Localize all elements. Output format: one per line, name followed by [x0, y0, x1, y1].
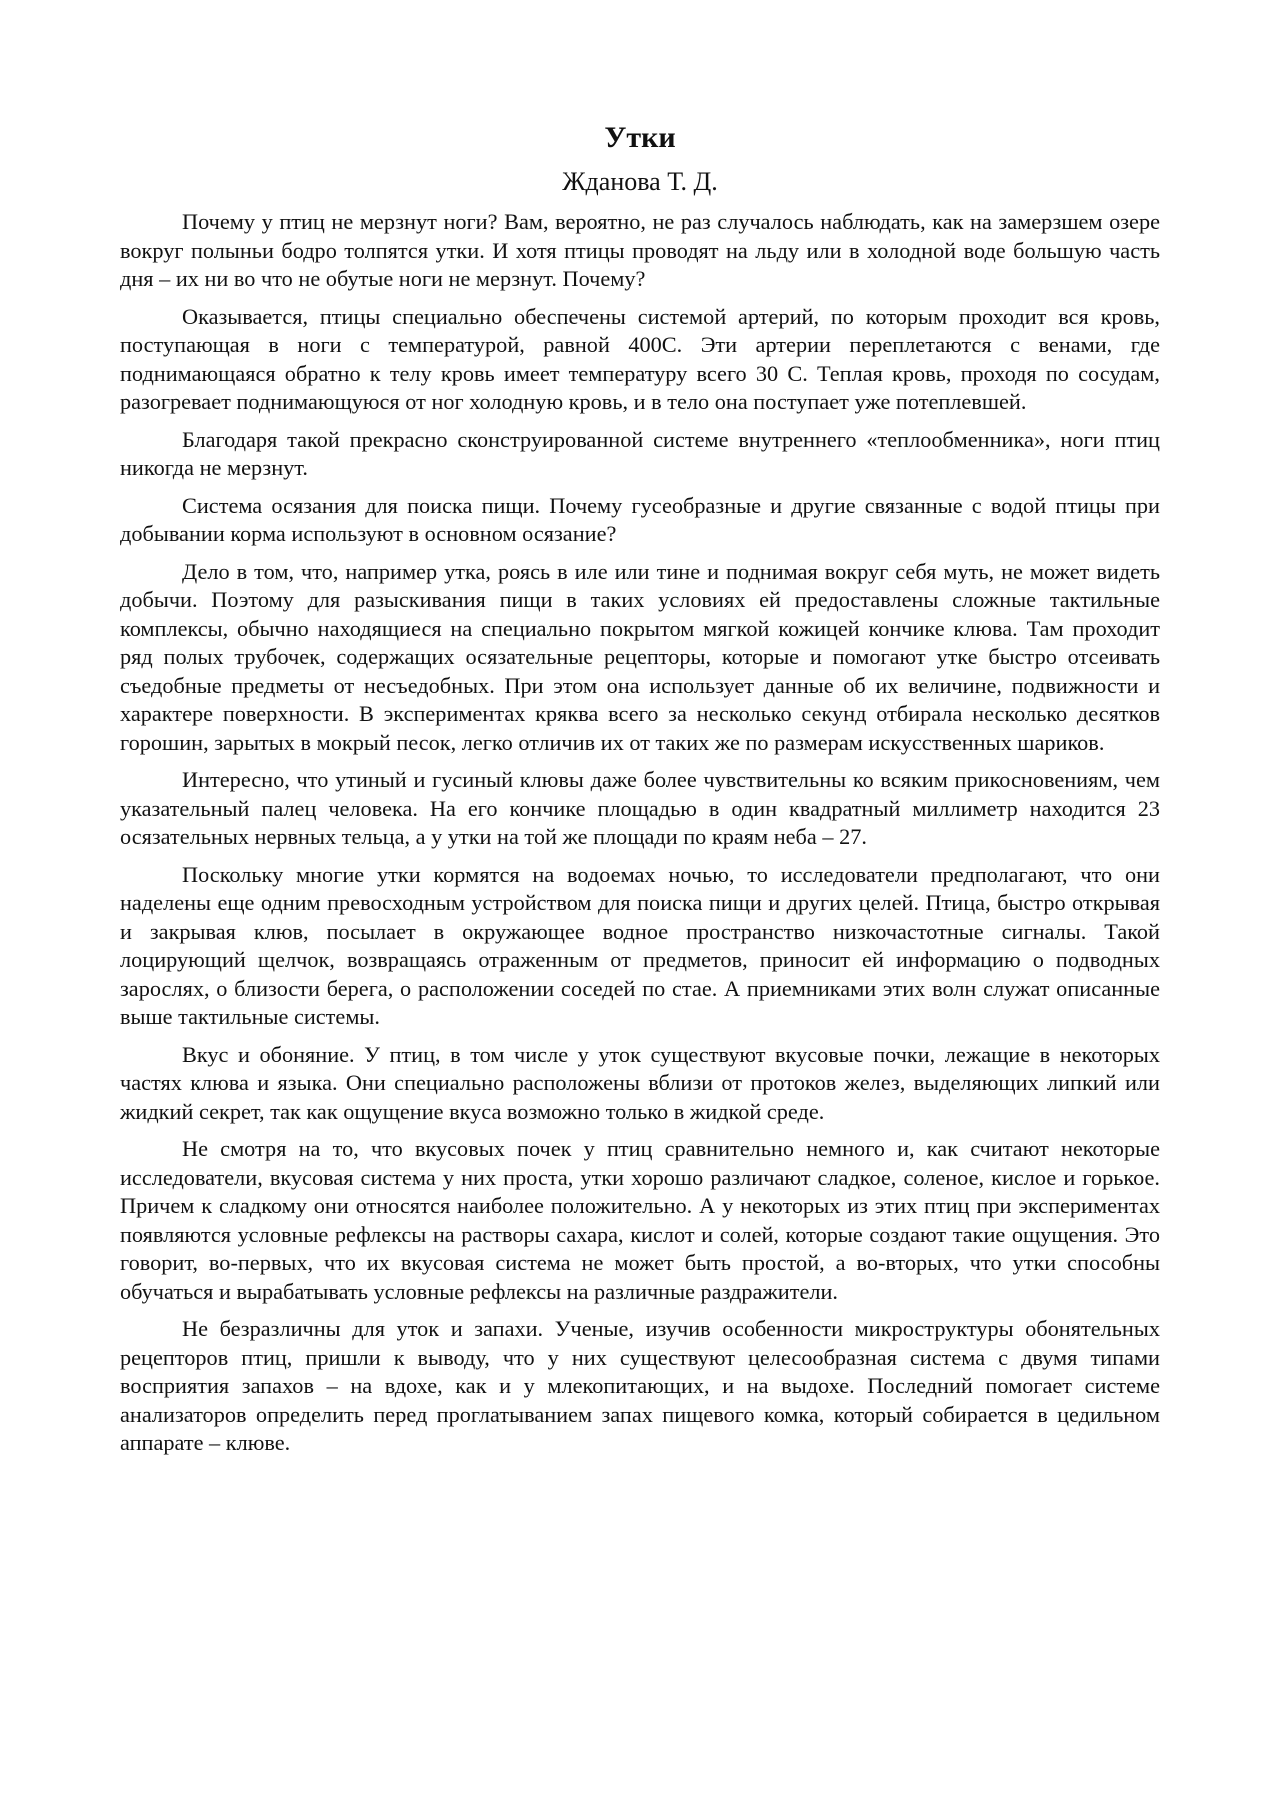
paragraph: Благодаря такой прекрасно сконструированной системе внутреннего «теплообменника», ноги птиц никогда не мерзнут.	[120, 426, 1160, 480]
paragraph: Дело в том, что, например утка, роясь в иле или тине и поднимая вокруг себя муть, не может видеть добычи. Поэтому для разыскивания пищи в таких условиях ей предоставлены сложные тактильные комплексы, обычно находящиеся на специально покрытом мягкой кожицей кончике клюва. Там проходит ряд полых трубочек, содержащих осязательные рецепторы, которые и помогают утке быстро отсеивать съедобные предметы от несъедобных. При этом она использует данные об их величине, подвижности и характере поверхности. В экспериментах кряква всего за несколько секунд отбирала несколько десятков горошин, зарытых в мокрый песок, легко отличив их от таких же по размерам искусственных шариков.	[120, 558, 1160, 755]
paragraph: Поскольку многие утки кормятся на водоемах ночью, то исследователи предполагают, что они наделены еще одним превосходным устройством для поиска пищи и других целей. Птица, быстро открывая и закрывая клюв, посылает в окружающее водное пространство низкочастотные сигналы. Такой лоцирующий щелчок, возвращаясь отраженным от предметов, приносит ей информацию о подводных зарослях, о близости берега, о расположении соседей по стае. А приемниками этих волн служат описанные выше тактильные системы.	[120, 861, 1160, 1029]
paragraph: Не смотря на то, что вкусовых почек у птиц сравнительно немного и, как считают некоторые исследователи, вкусовая система у них проста, утки хорошо различают сладкое, соленое, кислое и горькое. Причем к сладкому они относятся наиболее положительно. А у некоторых из этих птиц при экспериментах появляются условные рефлексы на растворы сахара, кислот и солей, которые создают такие ощущения. Это говорит, во-первых, что их вкусовая система не может быть простой, а во-вторых, что утки способны обучаться и вырабатывать условные рефлексы на различные раздражители.	[120, 1136, 1160, 1304]
document-body	[120, 118, 1160, 1467]
paragraph: Интересно, что утиный и гусиный клювы даже более чувствительны ко всяким прикосновениям, чем указательный палец человека. На его кончике площадью в один квадратный миллиметр находится 23 осязательных нервных тельца, а у утки на той же площади по краям неба – 27.	[120, 767, 1160, 849]
paragraph: Оказывается, птицы специально обеспечены системой артерий, по которым проходит вся кровь, поступающая в ноги с температурой, равной 400С. Эти артерии переплетаются с венами, где поднимающаяся обратно к телу кровь имеет температуру всего 30 С. Теплая кровь, проходя по сосудам, разогревает поднимающуюся от ног холодную кровь, и в тело она поступает уже потеплевшей.	[120, 303, 1160, 414]
paragraph: Вкус и обоняние. У птиц, в том числе у уток существуют вкусовые почки, лежащие в некоторых частях клюва и языка. Они специально расположены вблизи от протоков желез, выделяющих липкий или жидкий секрет, так как ощущение вкуса возможно только в жидкой среде.	[120, 1041, 1160, 1124]
paragraph: Почему у птиц не мерзнут ноги? Вам, вероятно, не раз случалось наблюдать, как на замерзшем озере вокруг полыньи бодро толпятся утки. И хотя птицы проводят на льду или в холодной воде большую часть дня – их ни во что не обутые ноги не мерзнут. Почему?	[120, 209, 1160, 291]
document-author: Жданова Т. Д.	[562, 167, 718, 196]
document-title: Утки	[604, 121, 676, 154]
paragraph: Не безразличны для уток и запахи. Ученые, изучив особенности микроструктуры обонятельных рецепторов птиц, пришли к выводу, что у них существуют целесообразная система с двумя типами восприятия запахов – на вдохе, как и у млекопитающих, и на выдохе. Последний помогает системе анализаторов определить перед проглатыванием запах пищевого комка, который собирается в цедильном аппарате – клюве.	[120, 1316, 1160, 1455]
paragraph: Система осязания для поиска пищи. Почему гусеобразные и другие связанные с водой птицы при добывании корма используют в основном осязание?	[120, 492, 1160, 546]
